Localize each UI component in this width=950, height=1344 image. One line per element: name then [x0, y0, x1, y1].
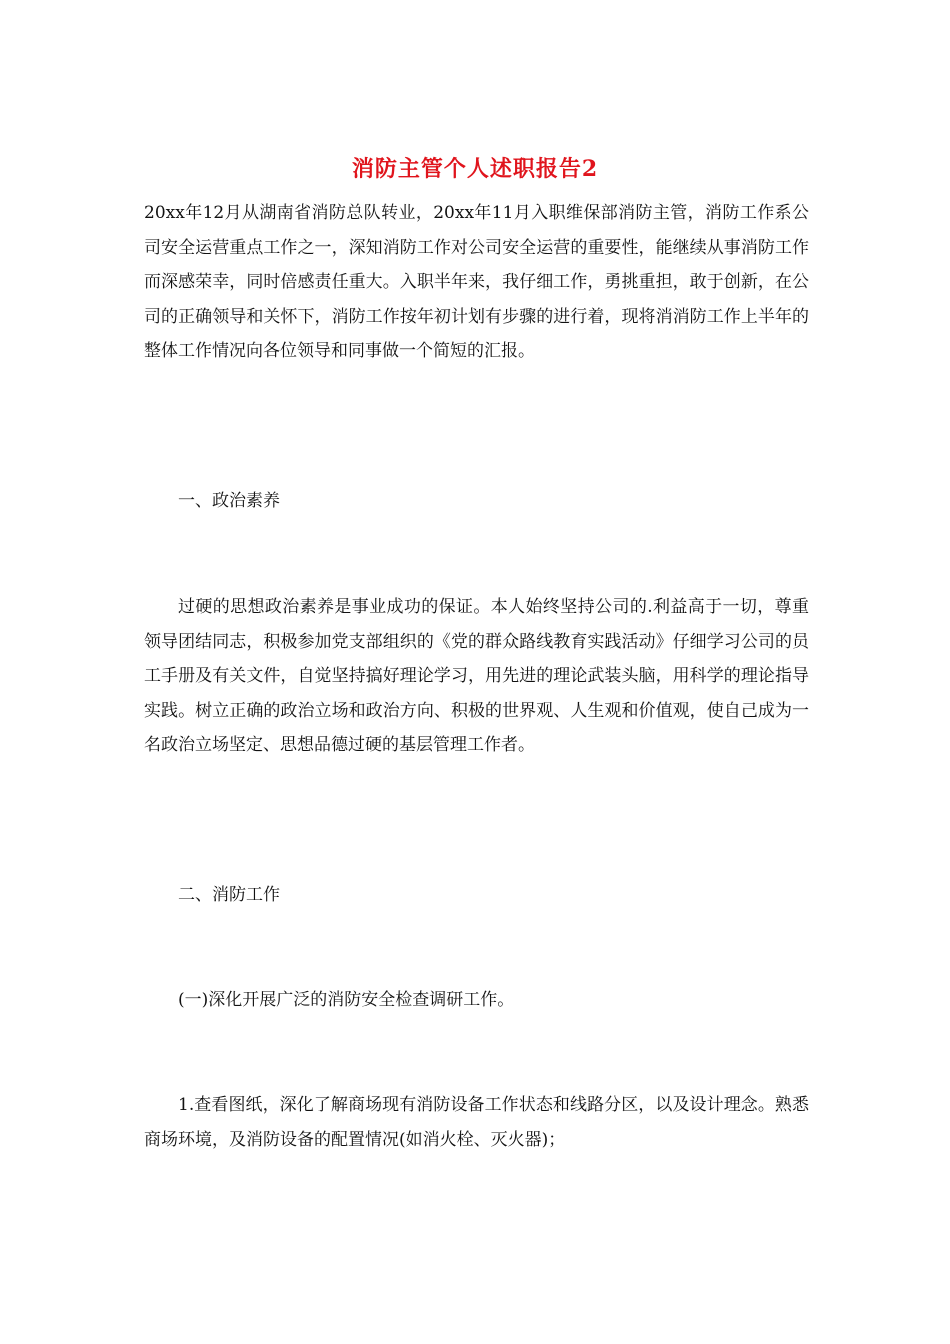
- section-heading-political: 一、政治素养: [178, 491, 280, 511]
- section-heading-fire-work: 二、消防工作: [178, 885, 280, 905]
- intro-paragraph: 20xx年12月从湖南省消防总队转业，20xx年11月入职维保部消防主管，消防工作系公司安全运营重点工作之一，深知消防工作对公司安全运营的重要性，能继续从事消防工作而深感荣幸，同时倍感责任重大。入职半年来，我仔细工作，勇挑重担，敢于创新，在公司的正确领导和关怀下，消防工作按年初计划有步骤的进行着，现将消消防工作上半年的整体工作情况向各位领导和同事做一个简短的汇报。: [144, 203, 809, 361]
- section-body-political: 过硬的思想政治素养是事业成功的保证。本人始终坚持公司的.利益高于一切，尊重领导团结同志，积极参加党支部组织的《党的群众路线教育实践活动》仔细学习公司的员工手册及有关文件，自觉坚持搞好理论学习，用先进的理论武装头脑，用科学的理论指导实践。树立正确的政治立场和政治方向、积极的世界观、人生观和价值观，使自己成为一名政治立场坚定、思想品德过硬的基层管理工作者。: [144, 597, 809, 755]
- subsection-heading-inspection: (一)深化开展广泛的消防安全检查调研工作。: [178, 990, 515, 1010]
- list-item-1: 1.查看图纸，深化了解商场现有消防设备工作状态和线路分区，以及设计理念。熟悉商场环境，及消防设备的配置情况(如消火栓、灭火器)；: [144, 1095, 809, 1150]
- document-title: 消防主管个人述职报告2: [351, 156, 599, 182]
